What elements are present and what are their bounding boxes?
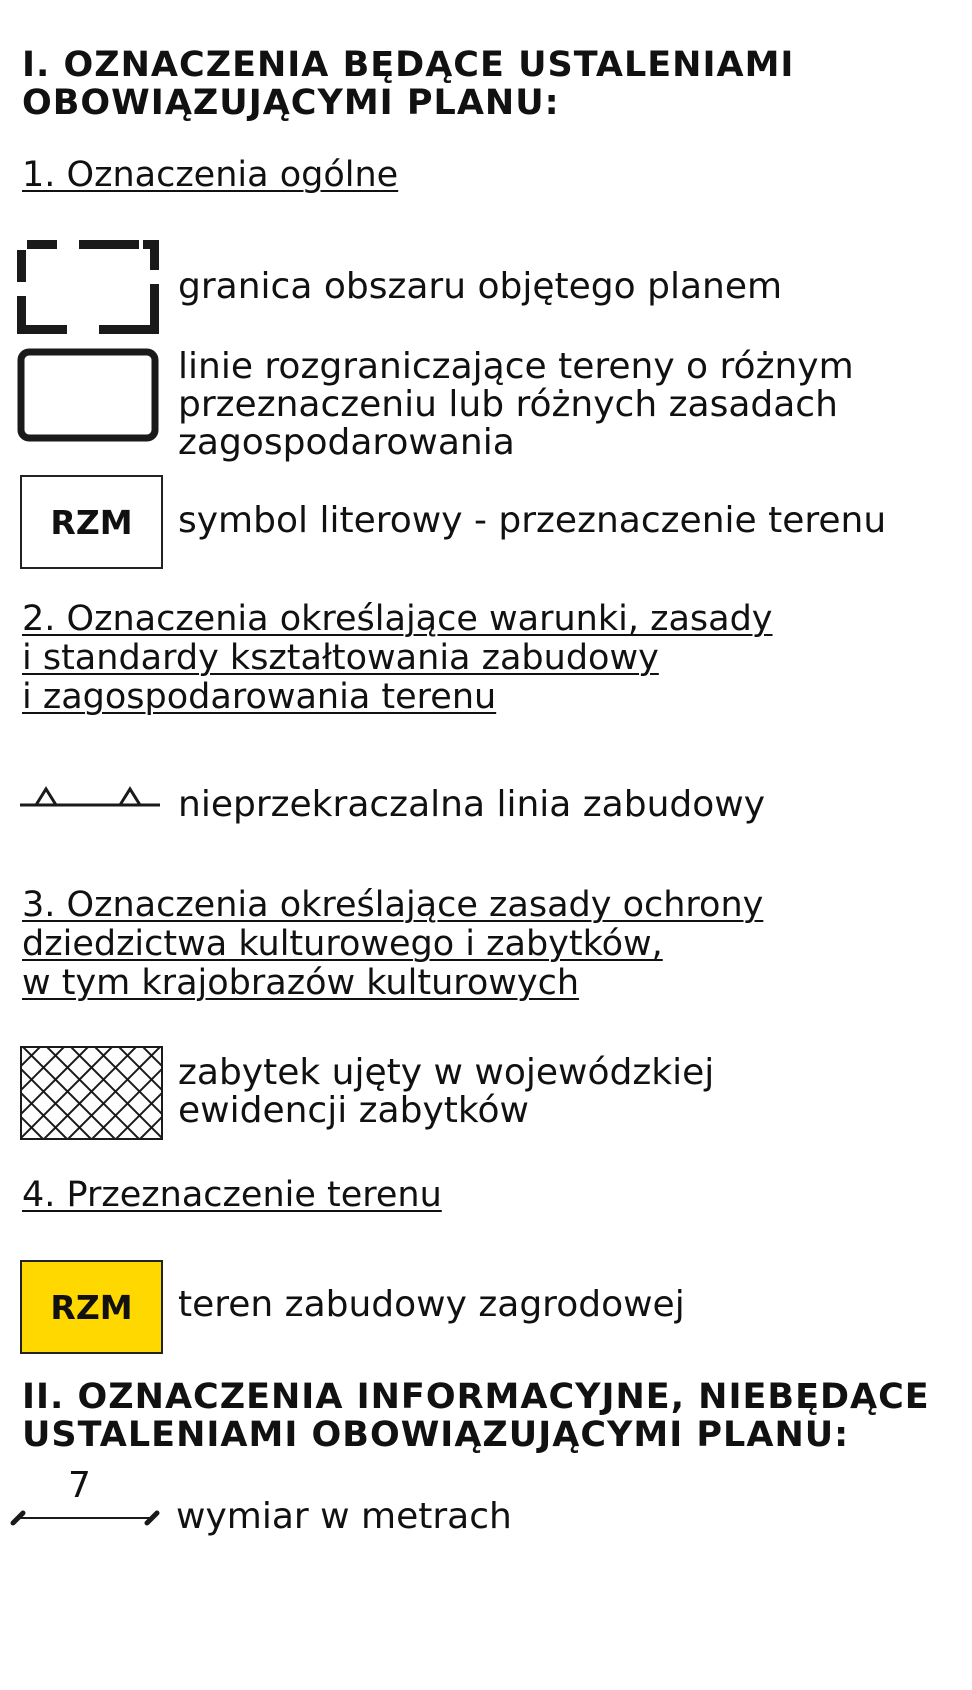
dimension-icon <box>10 1508 160 1528</box>
demarcation-lines-icon <box>17 348 159 442</box>
plan-boundary-icon <box>17 240 159 334</box>
part1-heading: I. OZNACZENIA BĘDĄCE USTALENIAMI OBOWIĄZUJĄCYMI PLANU: <box>22 45 795 123</box>
building-line-label: nieprzekraczalna linia zabudowy <box>178 784 766 825</box>
section1-title: 1. Oznaczenia ogólne <box>22 155 399 195</box>
letter-symbol-label: symbol literowy - przeznaczenie terenu <box>178 500 887 541</box>
part2-heading: II. OZNACZENIA INFORMACYJNE, NIEBĘDĄCE USTALENIAMI OBOWIĄZUJĄCYMI PLANU: <box>22 1377 930 1455</box>
crosshatch-icon <box>20 1046 163 1140</box>
dimension-label: wymiar w metrach <box>176 1496 512 1537</box>
land-use-box: RZM <box>20 1260 163 1354</box>
plan-boundary-label: granica obszaru objętego planem <box>178 266 783 307</box>
dimension-value: 7 <box>68 1465 91 1506</box>
section2-title: 2. Oznaczenia określające warunki, zasady i standardy kształtowania zabudowy i zagospodarowania terenu <box>22 599 773 717</box>
section3-title: 3. Oznaczenia określające zasady ochrony dziedzictwa kulturowego i zabytków, w tym krajobrazów kulturowych <box>22 885 764 1003</box>
demarcation-lines-label: linie rozgraniczające tereny o różnym przeznaczeniu lub różnych zasadach zagospodarowania <box>178 346 854 463</box>
letter-symbol-box: RZM <box>20 475 163 569</box>
monument-label: zabytek ujęty w wojewódzkiej ewidencji zabytków <box>178 1052 715 1131</box>
land-use-label: teren zabudowy zagrodowej <box>178 1284 685 1325</box>
section4-title: 4. Przeznaczenie terenu <box>22 1175 442 1215</box>
building-line-icon <box>20 784 160 814</box>
